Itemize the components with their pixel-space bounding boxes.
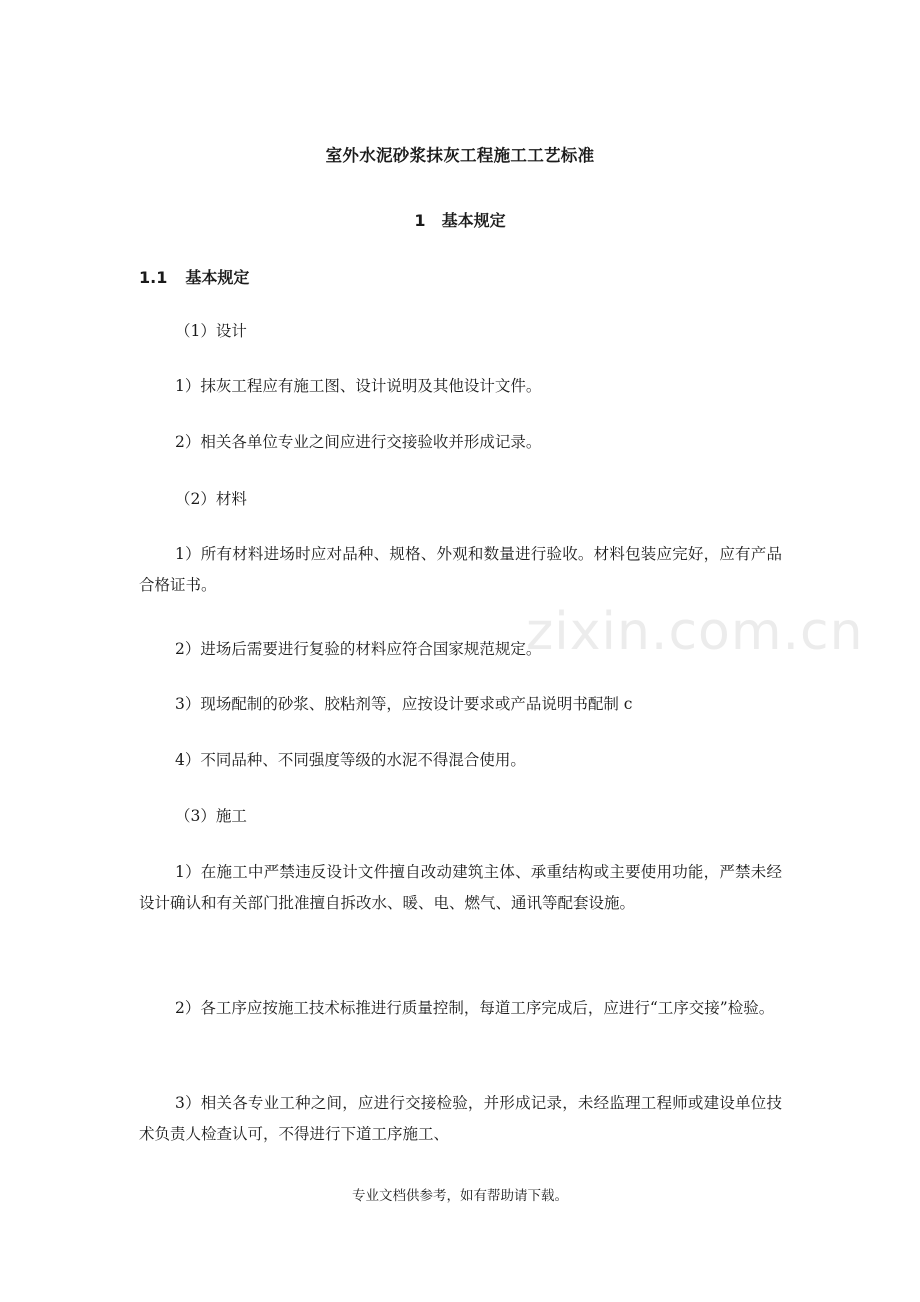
- page-footer: 专业文档供参考，如有帮助请下载。: [352, 1188, 568, 1204]
- section-title: 基本规定: [185, 268, 250, 287]
- section-number: 1.1: [139, 268, 168, 287]
- paragraph: 1）所有材料进场时应对品种、规格、外观和数量进行验收。材料包装应完好，应有产品合格证书。: [139, 545, 782, 594]
- document-title: 室外水泥砂浆抹灰工程施工工艺标准: [325, 146, 595, 165]
- chapter-number: 1: [414, 211, 426, 230]
- chapter-heading: [0, 208, 920, 231]
- paragraph: 3）现场配制的砂浆、胶粘剂等，应按设计要求或产品说明书配制 c: [175, 695, 633, 713]
- section-heading: [139, 265, 249, 288]
- paragraph: 2）各工序应按施工技术标推进行质量控制，每道工序完成后，应进行“工序交接”检验。: [175, 999, 775, 1017]
- subsection-heading: （1）设计: [175, 322, 247, 340]
- subsection-heading: （3）施工: [175, 807, 247, 825]
- paragraph: 2）进场后需要进行复验的材料应符合国家规范规定。: [175, 640, 542, 658]
- paragraph: 4）不同品种、不同强度等级的水泥不得混合使用。: [175, 751, 526, 769]
- paragraph: 1）抹灰工程应有施工图、设计说明及其他设计文件。: [175, 377, 542, 395]
- subsection-heading: （2）材料: [175, 490, 247, 508]
- watermark: zixin.com.cn: [526, 602, 864, 662]
- chapter-title: 基本规定: [441, 211, 506, 230]
- paragraph: 2）相关各单位专业之间应进行交接验收并形成记录。: [175, 433, 542, 451]
- paragraph: 3）相关各专业工种之间，应进行交接检验，并形成记录，未经监理工程师或建设单位技术负责人检查认可，不得进行下道工序施工、: [139, 1094, 782, 1143]
- paragraph: 1）在施工中严禁违反设计文件擅自改动建筑主体、承重结构或主要使用功能，严禁未经设计确认和有关部门批准擅自拆改水、暖、电、燃气、通讯等配套设施。: [139, 863, 782, 912]
